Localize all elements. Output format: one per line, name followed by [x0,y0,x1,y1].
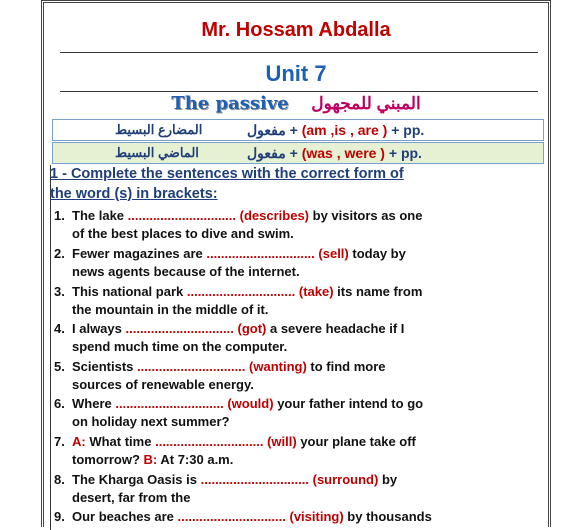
question-9 [54,508,544,526]
tense-arabic: الماضي البسيط [115,145,199,160]
object-arabic: مفعول [247,122,286,138]
question-text: by visitors as one [312,208,423,223]
question-box-border [50,165,51,530]
answer-blank[interactable]: .............................. [206,246,315,261]
word-hint: (will) [267,434,297,449]
word-hint: (sell) [318,246,349,261]
question-number: 9. [54,509,65,524]
question-text: desert, far from the [72,490,191,505]
worksheet-frame [41,0,551,527]
question-text: This national park [72,284,184,299]
question-number: 5. [54,359,65,374]
question-1 [54,207,544,243]
question-4 [54,320,544,356]
question-text: its name from [337,284,423,299]
question-2 [54,245,544,281]
question-text: Scientists [72,359,134,374]
question-number: 2. [54,246,65,261]
question-number: 6. [54,396,65,411]
divider [60,52,538,53]
tense-arabic: المضارع البسيط [115,122,203,137]
author-name: Mr. Hossam Abdalla [201,19,391,41]
question-3 [54,283,544,319]
instruction [50,165,550,204]
question-text: I always [72,321,122,336]
question-text: your plane take off [300,434,416,449]
word-hint: (would) [227,396,274,411]
answer-blank[interactable]: .............................. [125,321,234,336]
word-hint: (surround) [312,472,379,487]
question-text: by [381,472,398,487]
divider [60,91,538,92]
question-text: sources of renewable energy. [72,377,254,392]
formula-verbs: (was , were ) [301,145,385,161]
question-6 [54,395,544,431]
question-text: Fewer magazines are [72,246,203,261]
answer-blank[interactable]: .............................. [115,396,224,411]
formula-verbs: (am ,is , are ) [301,122,388,138]
question-number: 3. [54,284,65,299]
answer-blank[interactable]: .............................. [200,472,309,487]
question-text: by thousands [347,509,432,524]
question-text: At 7:30 a.m. [160,452,234,467]
question-text: of the best places to dive and swim. [72,226,294,241]
topic-arabic: المبني للمجهول [311,94,421,113]
question-text: a severe headache if I [269,321,405,336]
answer-blank[interactable]: .............................. [155,434,264,449]
question-text: What time [89,434,152,449]
answer-blank[interactable]: .............................. [186,284,296,299]
formula-tail: + pp. [388,145,422,161]
question-text: The lake [72,208,125,223]
question-number: 4. [54,321,65,336]
answer-blank[interactable]: .............................. [137,359,246,374]
formula-text: مفعول + (was , were ) + pp. [247,145,422,161]
answer-blank[interactable]: .............................. [177,509,286,524]
question-text: the mountain in the middle of it. [72,302,269,317]
question-5 [54,358,544,394]
question-number: 7. [54,434,65,449]
question-text: spend much time on the computer. [72,339,288,354]
object-arabic: مفعول [247,145,286,161]
question-text: today by [352,246,406,261]
answer-blank[interactable]: .............................. [127,208,237,223]
question-text: tomorrow? [72,452,140,467]
formula-row-present [52,119,544,141]
question-7 [54,433,544,469]
question-text: The Kharga Oasis is [72,472,197,487]
topic-heading [44,93,548,115]
word-hint: (take) [298,284,334,299]
question-text: on holiday next summer? [72,414,230,429]
word-hint: (got) [237,321,267,336]
question-text: Where [72,396,112,411]
question-number: 8. [54,472,65,487]
instruction-line: 1 - Complete the sentences with the correct form of [50,166,404,182]
word-hint: (describes) [239,208,310,223]
question-number: 1. [54,208,65,223]
formula-text: مفعول + (am ,is , are ) + pp. [247,122,425,138]
question-text: news agents because of the internet. [72,264,300,279]
topic-english: The passive [171,93,289,114]
question-text: Our beaches are [72,509,174,524]
question-text: to find more [310,359,386,374]
speaker-label: A: [72,434,86,449]
formula-row-past [52,142,544,164]
formula-tail: + pp. [391,122,425,138]
unit-title: Unit 7 [265,61,327,86]
speaker-label: B: [143,452,158,467]
question-continuation [54,451,544,469]
question-text: your father intend to go [277,396,424,411]
instruction-line: the word (s) in brackets: [50,185,218,202]
word-hint: (wanting) [249,359,307,374]
question-8 [54,471,544,507]
word-hint: (visiting) [289,509,344,524]
